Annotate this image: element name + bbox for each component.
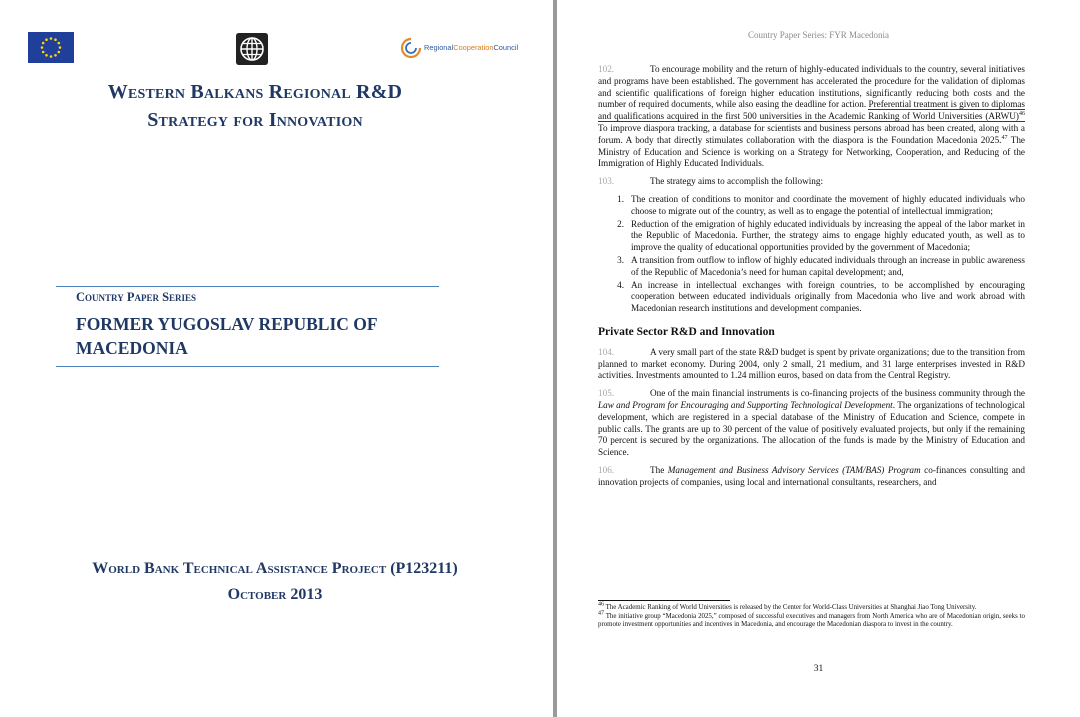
paragraph-number: 106. — [598, 464, 615, 475]
report-title-line2: Strategy for Innovation — [147, 109, 363, 131]
paragraph-number: 105. — [598, 388, 615, 399]
paragraph-105: 105. One of the main financial instruments is co-financing projects of the business community through the Law and Program for Encouraging and Supporting Technological Development. The organizations of technological development, which are registered in a special database of the Ministry of Education and Science, compete in public calls. The grants are up to 30 percent of the value of positively evaluated projects, but only if the remaining 70 percent is secured by the organizations. The allocation of the funds is made by the Ministry of Education and Science. — [598, 388, 1026, 458]
document-page — [557, 0, 1080, 717]
underlined-sentence: Preferential treatment is given to diplomas and qualifications acquired in the first 500 universities in the Academic Ranking of World Universities (ARWU)$^{46}$ — [598, 99, 1025, 122]
divider-top — [56, 286, 439, 287]
strategy-list — [598, 194, 1025, 315]
page-body — [598, 64, 1025, 495]
series-label: Country Paper Series — [76, 290, 197, 304]
project-line: World Bank Technical Assistance Project (P123211) — [92, 560, 458, 577]
report-title-line1: Western Balkans Regional R&D — [107, 81, 403, 103]
running-head: Country Paper Series: FYR Macedonia — [748, 30, 889, 40]
footnote-ref-47[interactable]: 47 — [1001, 134, 1008, 141]
rcc-logo — [400, 37, 525, 59]
page-number: 31 — [813, 664, 824, 674]
country-line1: FORMER YUGOSLAV REPUBLIC OF — [76, 314, 378, 334]
paragraph-104: 104. A very small part of the state R&D budget is spent by private organizations; due to the transition from planned to market economy. During 2004, only 2 small, 21 medium, and 31 large enterprises invested in R&D activities. Investments amounted to 1.24 million euros, based on data from the Central Registry. — [598, 346, 1025, 381]
footnote-separator — [598, 600, 730, 601]
paragraph-number: 103. — [598, 176, 615, 187]
paragraph-number: 104. — [598, 346, 615, 357]
paragraph-102: 102. To encourage mobility and the return of highly-educated individuals to the country, several initiatives and programs have been established. The government has accelerated the procedure for the validation of diplomas and scientific qualifications of foreign higher education institutions, significantly reducing both costs and the number of required documents, while also easing the deadline for action. Preferential treatment is given to diplomas and qualifications acquired in the first 500 universities in the Academic Ranking of World Universities (ARWU)$^{46}$ To improve diaspora tracking, a database for scientists and business persons abroad has been created, along with a forum. A body that directly stimulates collaboration with the diaspora is the Foundation Macedonia 2025.47 The Ministry of Education and Science is working on a Strategy for Networking, Cooperation, and Reducing of the Immigration of Highly Educated Individuals. — [598, 64, 1025, 169]
country-name — [76, 312, 456, 360]
country-line2: MACEDONIA — [76, 338, 188, 358]
paragraph-number: 102. — [598, 64, 615, 74]
section-heading: Private Sector R&D and Innovation — [598, 325, 775, 338]
footnote-ref-46[interactable]: 46 — [1019, 111, 1025, 118]
cover-date: October 2013 — [227, 586, 323, 603]
list-item: 4. An increase in intellectual exchanges with foreign countries, to be accomplished by encouraging cooperation between educated individuals originally from Macedonia who live and work abroad with Macedonian research institutions and development companies. — [617, 279, 1025, 314]
footnote-47: $^{47}$ The initiative group “Macedonia 2025,” composed of successful executives and managers from North America who are of Macedonian origin, seeks to promote investment opportunities and incentives in Macedonia, and encourage the Macedonian diaspora to invest in the country. — [598, 610, 1025, 629]
rcc-name: RegionalCooperationCouncil — [424, 43, 519, 52]
list-item: 1. The creation of conditions to monitor and coordinate the movement of highly educated individuals who choose to migrate out of the country, as well as to engage the potential of intellectual immigration; — [617, 193, 1025, 216]
report-title — [60, 78, 450, 134]
footnotes — [598, 601, 1025, 630]
footnote-46: $^{46}$ The Academic Ranking of World Universities is released by the Center for World-Class Universities at Shanghai Jiao Tong University. — [598, 601, 977, 611]
list-item: 3. A transition from outflow to inflow of highly educated individuals through an increase in public awareness of the Republic of Macedonia’s need for human capital development; and, — [617, 254, 1025, 277]
paragraph-103: 103. The strategy aims to accomplish the following: — [598, 176, 823, 187]
world-bank-globe-icon — [236, 33, 268, 65]
list-item: 2. Reduction of the emigration of highly educated individuals by increasing the appeal of the labor market in the Republic of Macedonia. Further, the strategy aims to engage highly educated youth, as well as to improve the quality of educational opportunities provided by the government of Macedonia; — [617, 218, 1025, 253]
divider-bottom — [56, 366, 439, 367]
paragraph-106: 106. The Management and Business Advisory Services (TAM/BAS) Program co-finances consulting and innovation projects of companies, using local and international consultants, researchers, and — [598, 464, 1025, 487]
rcc-swirl-icon — [400, 37, 422, 59]
eu-flag-icon — [28, 32, 74, 63]
